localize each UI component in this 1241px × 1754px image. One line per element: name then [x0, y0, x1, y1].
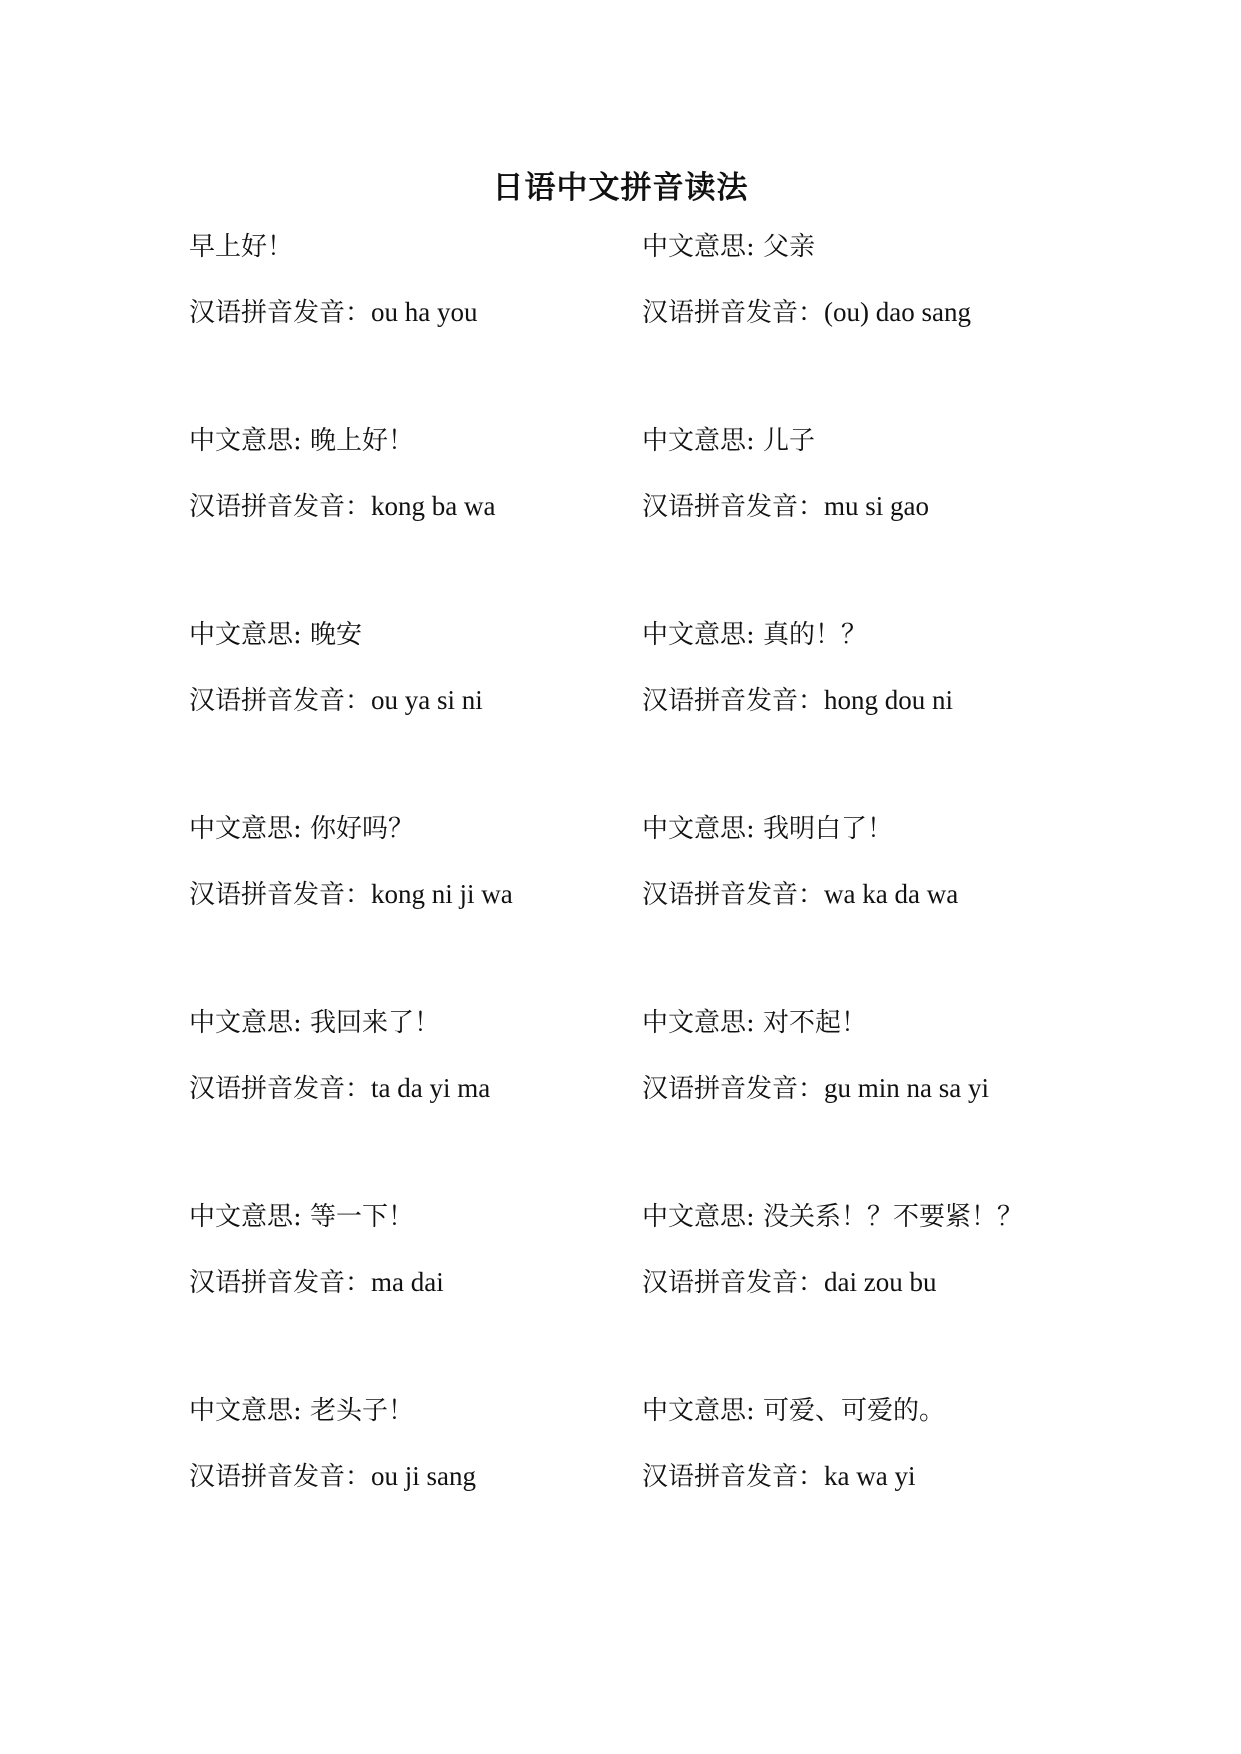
pronunciation-text: ou ha you — [371, 297, 478, 327]
pronunciation-line — [189, 684, 483, 717]
pronunciation-label: 汉语拼音发音： — [642, 1074, 825, 1104]
pronunciation-line — [189, 1266, 444, 1299]
meaning-line: 中文意思: 你好吗？ — [189, 814, 415, 844]
pronunciation-text: wa ka da wa — [824, 879, 959, 909]
meaning-line: 中文意思: 对不起！ — [642, 1008, 868, 1038]
meaning-line: 早上好！ — [189, 232, 294, 262]
pronunciation-line — [189, 296, 478, 329]
pronunciation-label: 汉语拼音发音： — [189, 1462, 372, 1492]
pronunciation-line — [189, 878, 513, 911]
meaning-line: 中文意思: 可爱、可爱的。 — [642, 1396, 946, 1426]
meaning-line: 中文意思: 晚上好！ — [189, 426, 415, 456]
meaning-line: 中文意思: 老头子！ — [189, 1396, 415, 1426]
pronunciation-line — [642, 1460, 915, 1493]
pronunciation-label: 汉语拼音发音： — [642, 1268, 825, 1298]
pronunciation-line — [642, 684, 953, 717]
pronunciation-text: ou ya si ni — [371, 685, 483, 715]
pronunciation-text: (ou) dao sang — [824, 297, 971, 327]
pronunciation-line — [189, 490, 495, 523]
pronunciation-text: kong ni ji wa — [371, 879, 513, 909]
pronunciation-line — [642, 490, 929, 523]
pronunciation-text: hong dou ni — [824, 685, 954, 715]
meaning-line: 中文意思: 父亲 — [642, 232, 816, 262]
pronunciation-label: 汉语拼音发音： — [189, 880, 372, 910]
page-title: 日语中文拼音读法 — [492, 170, 749, 206]
pronunciation-text: mu si gao — [824, 491, 930, 521]
pronunciation-label: 汉语拼音发音： — [189, 1268, 372, 1298]
pronunciation-label: 汉语拼音发音： — [189, 686, 372, 716]
pronunciation-text: dai zou bu — [824, 1267, 937, 1297]
pronunciation-label: 汉语拼音发音： — [642, 1462, 825, 1492]
pronunciation-line — [642, 1266, 937, 1299]
pronunciation-text: ma dai — [371, 1267, 444, 1297]
meaning-line: 中文意思: 儿子 — [642, 426, 816, 456]
pronunciation-label: 汉语拼音发音： — [189, 298, 372, 328]
pronunciation-text: ka wa yi — [824, 1461, 916, 1491]
pronunciation-label: 汉语拼音发音： — [642, 492, 825, 522]
meaning-line: 中文意思: 真的！？ — [642, 620, 868, 650]
pronunciation-line — [189, 1072, 490, 1105]
pronunciation-text: gu min na sa yi — [824, 1073, 989, 1103]
pronunciation-label: 汉语拼音发音： — [189, 1074, 372, 1104]
pronunciation-text: kong ba wa — [371, 491, 496, 521]
meaning-line: 中文意思: 晚安 — [189, 620, 363, 650]
pronunciation-label: 汉语拼音发音： — [642, 686, 825, 716]
meaning-line: 中文意思: 我回来了！ — [189, 1008, 441, 1038]
meaning-line: 中文意思: 等一下！ — [189, 1202, 415, 1232]
pronunciation-label: 汉语拼音发音： — [642, 298, 825, 328]
meaning-line: 中文意思: 没关系！？不要紧！？ — [642, 1202, 1024, 1232]
meaning-line: 中文意思: 我明白了！ — [642, 814, 894, 844]
pronunciation-line — [642, 296, 971, 329]
pronunciation-label: 汉语拼音发音： — [642, 880, 825, 910]
pronunciation-line — [189, 1460, 476, 1493]
pronunciation-line — [642, 1072, 989, 1105]
pronunciation-label: 汉语拼音发音： — [189, 492, 372, 522]
pronunciation-text: ta da yi ma — [371, 1073, 491, 1103]
pronunciation-text: ou ji sang — [371, 1461, 477, 1491]
pronunciation-line — [642, 878, 958, 911]
